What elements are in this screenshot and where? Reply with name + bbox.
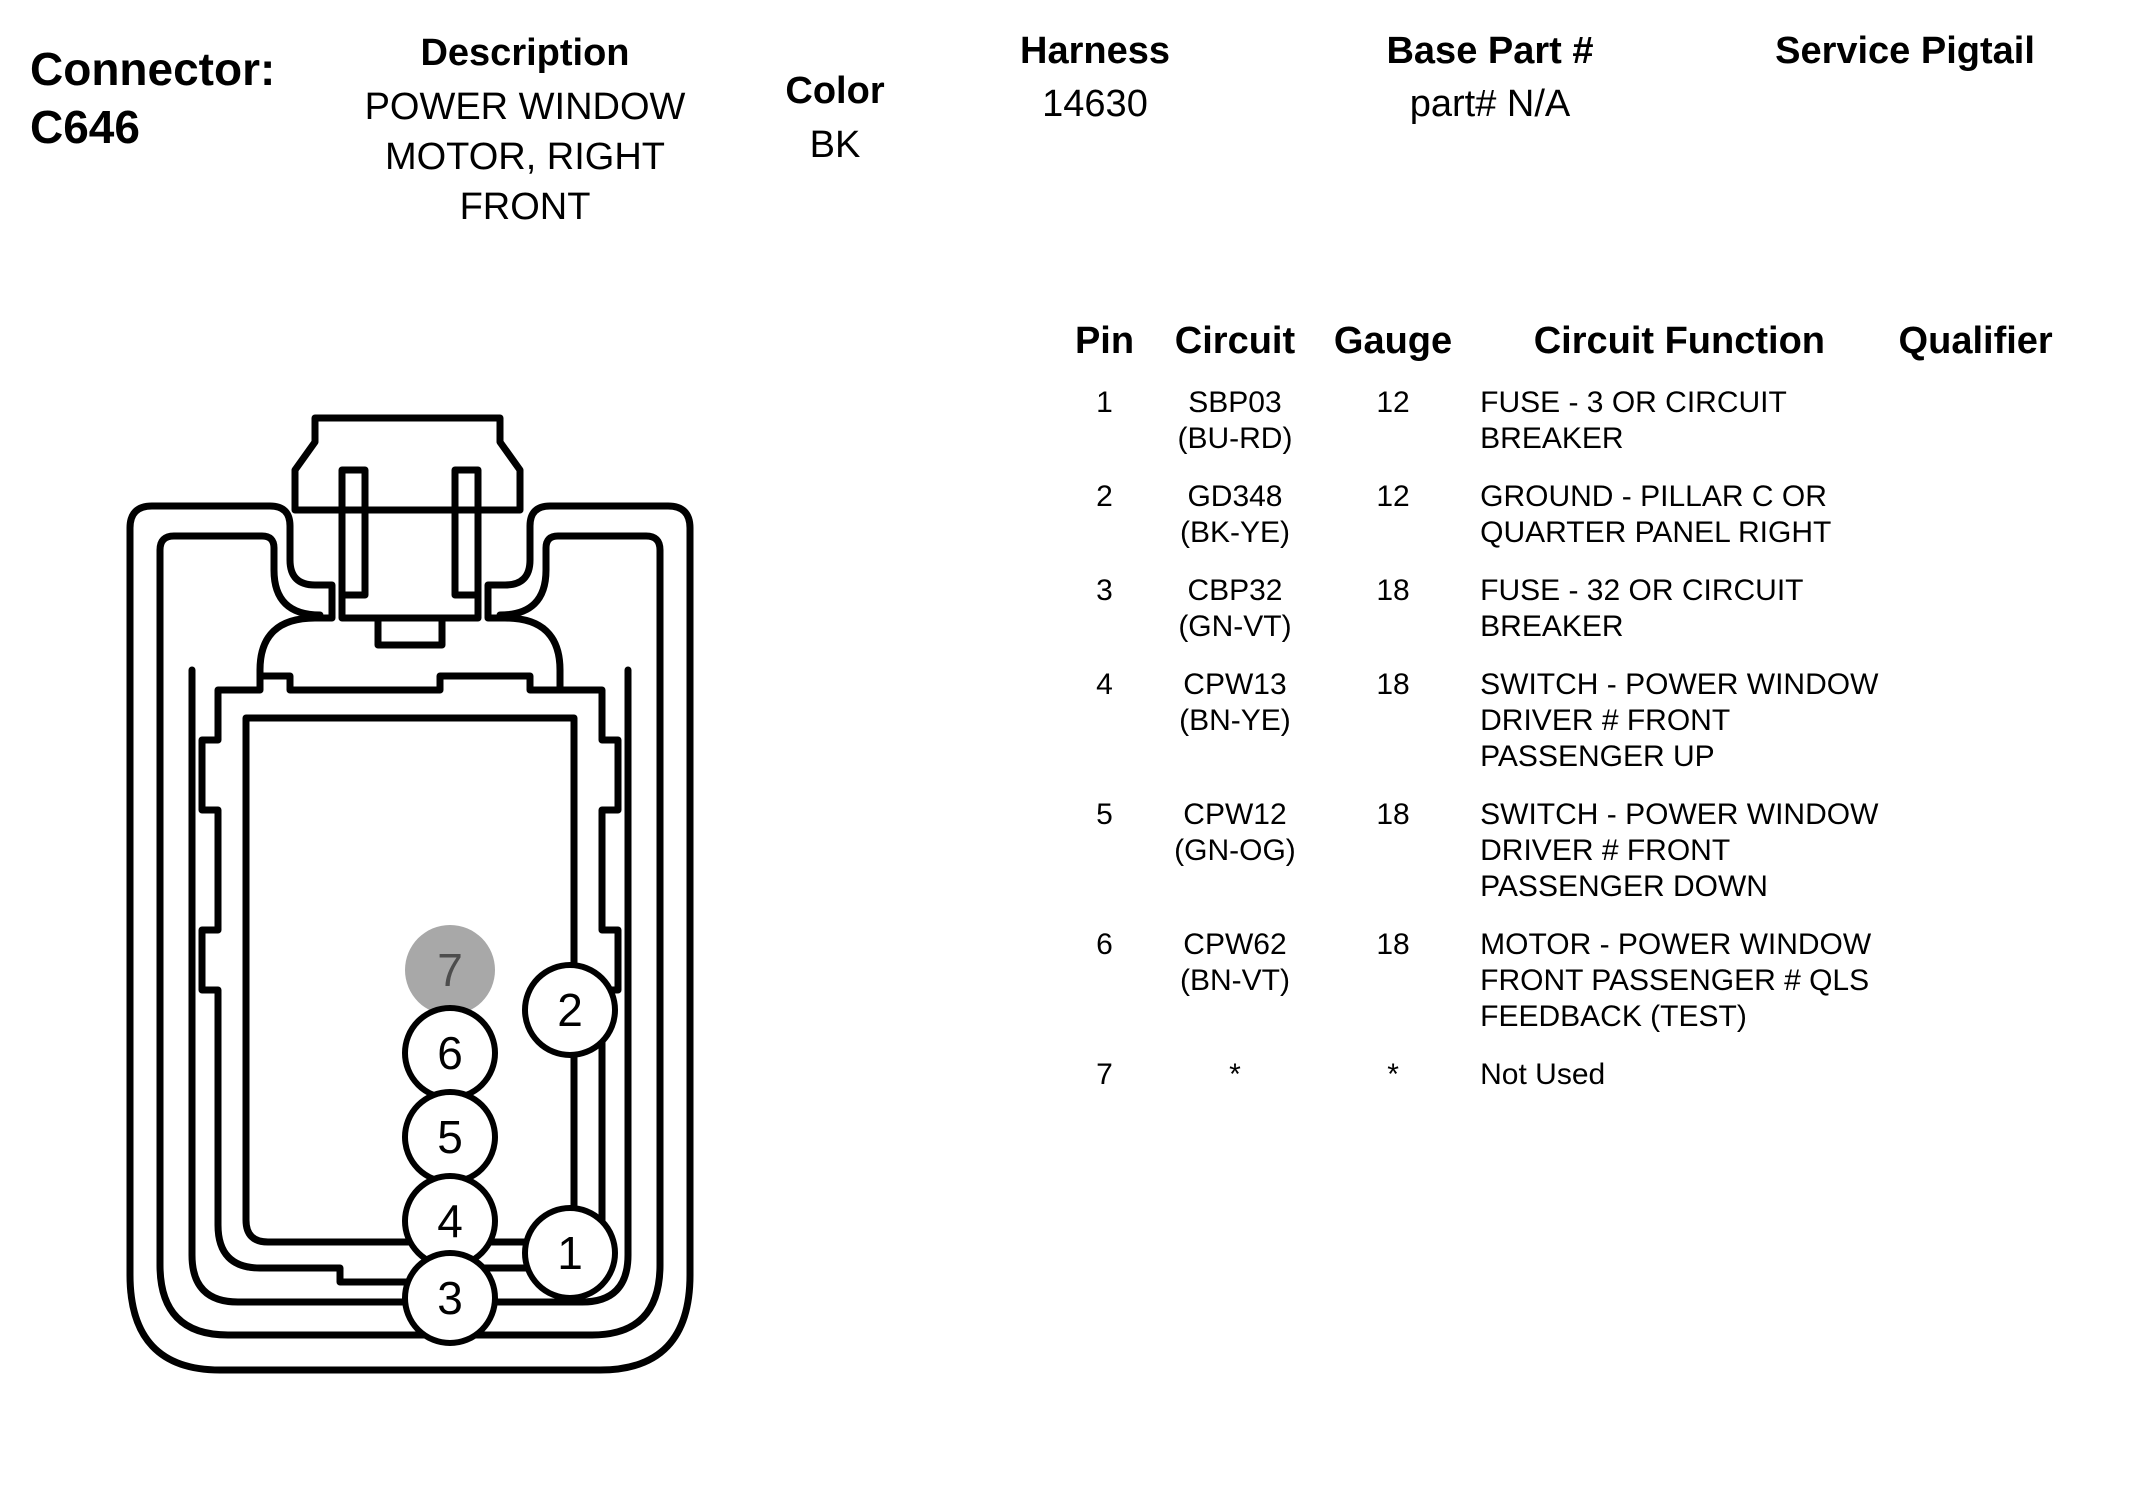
cell-gauge-2: 12 <box>1376 480 1410 513</box>
pin-number-label-1: 1 <box>557 1227 583 1279</box>
pin-number-label-5: 5 <box>437 1111 463 1163</box>
cell-circuit-7: * <box>1229 1058 1241 1091</box>
pin-circle-group <box>405 925 615 1343</box>
table-row <box>1065 573 2125 667</box>
table-row <box>1065 797 2125 927</box>
cell-pin-5: 5 <box>1096 798 1113 831</box>
cell-function-5: SWITCH - POWER WINDOW DRIVER # FRONT PASSENGER DOWN <box>1480 798 1879 903</box>
column-header-function: Circuit Function <box>1533 320 1825 362</box>
cell-pin-6: 6 <box>1096 928 1113 961</box>
latch-inner-box2 <box>455 470 478 595</box>
shell-outline-2r <box>500 536 660 650</box>
cell-gauge-1: 12 <box>1376 386 1410 419</box>
harness-label: Harness <box>1020 30 1170 72</box>
cell-pin-1: 1 <box>1096 386 1113 419</box>
cell-gauge-3: 18 <box>1376 574 1410 607</box>
pin-table <box>1065 320 2125 1115</box>
cell-circuit-3: CBP32 (GN-VT) <box>1178 574 1292 643</box>
cell-pin-2: 2 <box>1096 480 1113 513</box>
header-block <box>0 0 2130 240</box>
table-row <box>1065 385 2125 479</box>
pin-number-label-4: 4 <box>437 1195 463 1247</box>
column-header-gauge: Gauge <box>1333 320 1453 362</box>
table-row <box>1065 667 2125 797</box>
cell-function-3: FUSE - 32 OR CIRCUIT BREAKER <box>1480 574 1803 643</box>
table-row <box>1065 1057 2125 1115</box>
latch-outer <box>295 418 520 510</box>
shell-outline-2 <box>160 536 320 650</box>
connector-label: Connector: <box>30 43 276 95</box>
cell-circuit-4: CPW13 (BN-YE) <box>1179 668 1291 737</box>
latch-stem <box>378 618 442 645</box>
cell-qualifier-2 <box>1899 479 2125 573</box>
column-header-qualifier: Qualifier <box>1898 320 2053 362</box>
table-header-row <box>1065 320 2125 385</box>
latch-inner-box <box>342 470 365 595</box>
pin-number-label-7: 7 <box>437 944 463 996</box>
description-value: POWER WINDOW MOTOR, RIGHT FRONT <box>364 86 686 228</box>
column-header-pin: Pin <box>1074 320 1135 362</box>
cell-circuit-6: CPW62 (BN-VT) <box>1179 928 1290 997</box>
cell-qualifier-6 <box>1899 927 2125 1057</box>
cell-gauge-4: 18 <box>1376 668 1410 701</box>
pin-number-label-6: 6 <box>437 1027 463 1079</box>
column-header-circuit: Circuit <box>1174 320 1296 362</box>
cell-function-1: FUSE - 3 OR CIRCUIT BREAKER <box>1480 386 1787 455</box>
cell-qualifier-1 <box>1899 385 2125 479</box>
cell-gauge-6: 18 <box>1376 928 1410 961</box>
pin-number-label-3: 3 <box>437 1272 463 1324</box>
pin-number-label-2: 2 <box>557 984 583 1036</box>
cell-circuit-1: SBP03 (BU-RD) <box>1177 386 1293 455</box>
cell-pin-3: 3 <box>1096 574 1113 607</box>
description-label: Description <box>420 32 630 74</box>
color-label: Color <box>785 70 885 112</box>
base-part-label: Base Part # <box>1386 30 1594 72</box>
table-row <box>1065 479 2125 573</box>
cell-pin-7: 7 <box>1096 1058 1113 1091</box>
cell-function-6: MOTOR - POWER WINDOW FRONT PASSENGER # QLS FEEDBACK (TEST) <box>1480 928 1872 1033</box>
cell-qualifier-3 <box>1899 573 2125 667</box>
table-row <box>1065 927 2125 1057</box>
cell-function-2: GROUND - PILLAR C OR QUARTER PANEL RIGHT <box>1480 480 1832 549</box>
cell-function-4: SWITCH - POWER WINDOW DRIVER # FRONT PASSENGER UP <box>1480 668 1879 773</box>
base-part-value: part# N/A <box>1409 83 1571 125</box>
cell-gauge-5: 18 <box>1376 798 1410 831</box>
cell-circuit-5: CPW12 (GN-OG) <box>1174 798 1296 867</box>
cell-pin-4: 4 <box>1096 668 1113 701</box>
harness-value: 14630 <box>1042 83 1148 125</box>
connector-id: C646 <box>30 101 140 153</box>
cell-qualifier-7 <box>1899 1057 2125 1115</box>
cell-qualifier-5 <box>1899 797 2125 927</box>
service-pigtail-label: Service Pigtail <box>1775 30 2035 72</box>
table-body <box>1065 385 2125 1115</box>
cell-gauge-7: * <box>1387 1058 1399 1091</box>
cell-qualifier-4 <box>1899 667 2125 797</box>
cell-function-7: Not Used <box>1480 1058 1606 1091</box>
connector-diagram <box>110 370 940 1490</box>
cell-circuit-2: GD348 (BK-YE) <box>1179 480 1290 549</box>
color-value: BK <box>809 124 861 166</box>
